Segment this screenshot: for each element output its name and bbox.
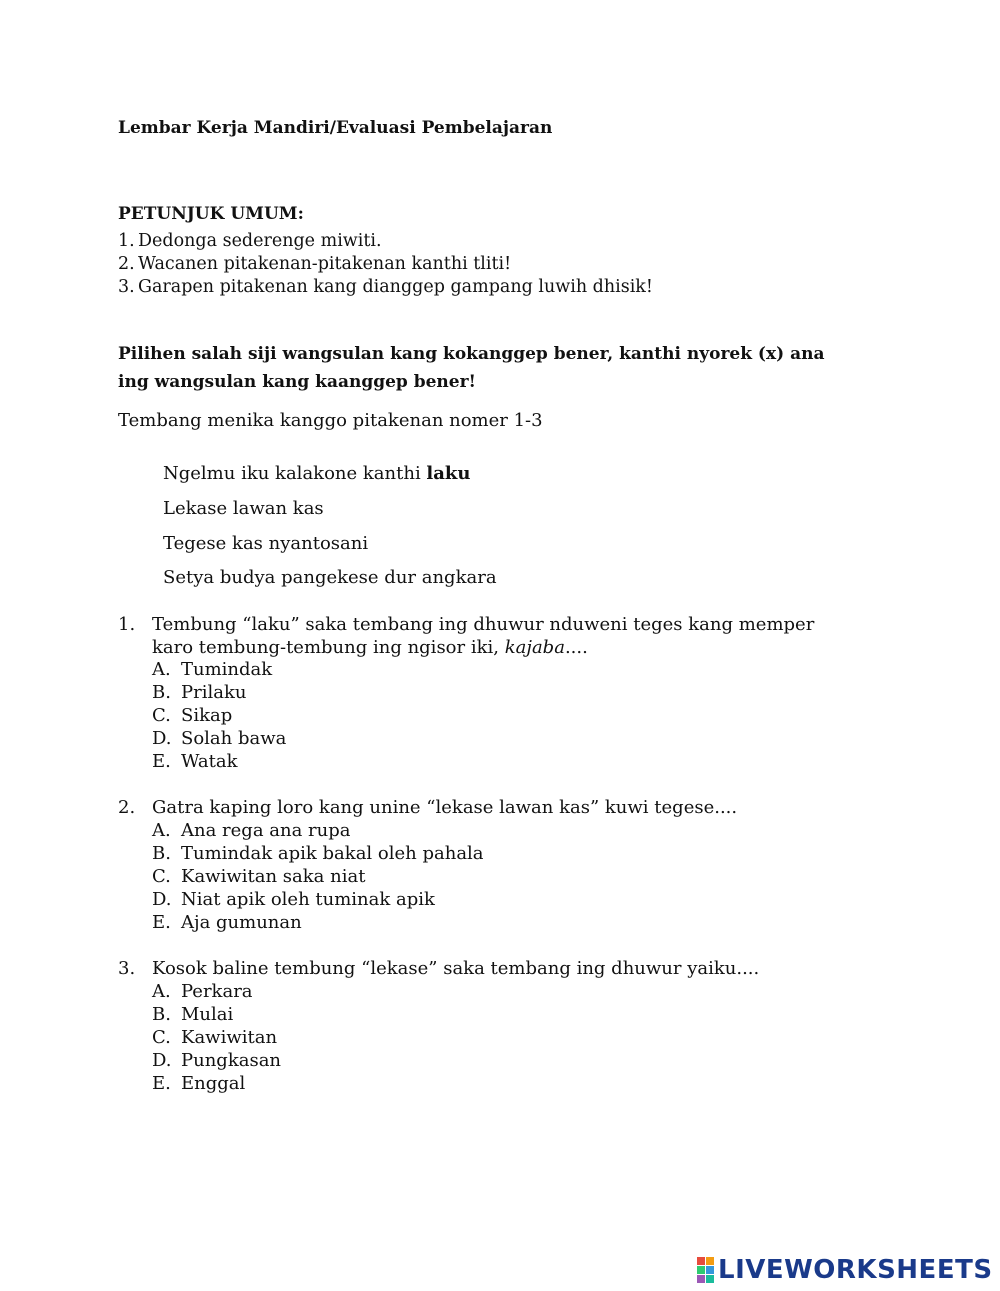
verse-bold-word: laku <box>426 463 471 484</box>
question-number: 1. <box>118 614 136 635</box>
question-3 <box>118 957 878 980</box>
option-text: Enggal <box>181 1073 246 1094</box>
instruction-text: Dedonga sederenge miwiti. <box>138 231 382 251</box>
option-letter: C. <box>152 705 171 726</box>
option-letter: C. <box>152 866 171 887</box>
question-text: .... <box>564 637 588 658</box>
instruction-number: 3. <box>118 277 135 297</box>
answer-option[interactable] <box>152 1072 245 1095</box>
answer-option[interactable] <box>152 658 272 681</box>
question-text: Kosok baline tembung “lekase” saka tembang ing dhuwur yaiku.... <box>152 958 760 979</box>
answer-option[interactable] <box>152 1049 281 1072</box>
option-text: Kawiwitan <box>181 1027 278 1048</box>
option-letter: A. <box>152 659 171 680</box>
directive-line: ing wangsulan kang kaanggep bener! <box>118 372 477 392</box>
option-text: Pungkasan <box>181 1050 282 1071</box>
option-text: Mulai <box>181 1004 234 1025</box>
option-letter: D. <box>152 1050 172 1071</box>
option-text: Aja gumunan <box>181 912 302 933</box>
answer-option[interactable] <box>152 865 365 888</box>
verse-text: Ngelmu iku kalakone kanthi <box>163 463 427 484</box>
option-text: Prilaku <box>181 682 247 703</box>
answer-option[interactable] <box>152 681 246 704</box>
option-letter: E. <box>152 1073 171 1094</box>
option-letter: E. <box>152 751 171 772</box>
instruction-number: 1. <box>118 231 135 251</box>
instruction-item <box>118 253 511 275</box>
question-1 <box>118 613 878 659</box>
answer-option[interactable] <box>152 842 484 865</box>
option-letter: B. <box>152 843 171 864</box>
instruction-text: Garapen pitakenan kang dianggep gampang luwih dhisik! <box>138 277 653 297</box>
answer-option[interactable] <box>152 1026 277 1049</box>
option-letter: E. <box>152 912 171 933</box>
question-text-line2 <box>152 636 588 659</box>
option-letter: D. <box>152 889 172 910</box>
verse-line: Setya budya pangekese dur angkara <box>163 567 497 588</box>
option-letter: B. <box>152 682 171 703</box>
answer-option[interactable] <box>152 980 253 1003</box>
answer-option[interactable] <box>152 704 232 727</box>
instruction-item <box>118 230 382 252</box>
option-letter: A. <box>152 820 171 841</box>
question-number: 2. <box>118 797 136 818</box>
answer-option[interactable] <box>152 911 302 934</box>
liveworksheets-logo <box>697 1255 993 1285</box>
worksheet-title: Lembar Kerja Mandiri/Evaluasi Pembelajaran <box>118 118 553 138</box>
answer-option[interactable] <box>152 727 286 750</box>
liveworksheets-mark-icon <box>697 1257 714 1283</box>
verse-line <box>163 463 470 484</box>
option-text: Perkara <box>181 981 253 1002</box>
instruction-number: 2. <box>118 254 135 274</box>
option-text: Watak <box>181 751 238 772</box>
option-text: Kawiwitan saka niat <box>181 866 366 887</box>
answer-option[interactable] <box>152 750 238 773</box>
option-text: Tumindak apik bakal oleh pahala <box>181 843 484 864</box>
directive-text <box>118 340 888 396</box>
instructions-heading: PETUNJUK UMUM: <box>118 204 304 224</box>
question-number: 3. <box>118 958 136 979</box>
option-text: Tumindak <box>181 659 273 680</box>
option-text: Ana rega ana rupa <box>181 820 351 841</box>
verse-line: Lekase lawan kas <box>163 498 324 519</box>
option-letter: D. <box>152 728 172 749</box>
answer-option[interactable] <box>152 888 435 911</box>
option-text: Niat apik oleh tuminak apik <box>181 889 435 910</box>
option-letter: A. <box>152 981 171 1002</box>
answer-option[interactable] <box>152 1003 233 1026</box>
question-italic-word: kajaba <box>504 637 565 658</box>
question-2 <box>118 796 878 819</box>
instruction-text: Wacanen pitakenan-pitakenan kanthi tliti! <box>138 254 512 274</box>
passage-intro: Tembang menika kanggo pitakenan nomer 1-3 <box>118 410 543 431</box>
question-text: Gatra kaping loro kang unine “lekase lawan kas” kuwi tegese.... <box>152 797 738 818</box>
option-letter: C. <box>152 1027 171 1048</box>
question-text: Tembung “laku” saka tembang ing dhuwur nduweni teges kang memper <box>152 614 815 635</box>
liveworksheets-wordmark: LIVEWORKSHEETS <box>718 1255 993 1285</box>
option-text: Solah bawa <box>181 728 287 749</box>
verse-line: Tegese kas nyantosani <box>163 533 369 554</box>
directive-line: Pilihen salah siji wangsulan kang kokanggep bener, kanthi nyorek (x) ana <box>118 344 825 364</box>
option-text: Sikap <box>181 705 233 726</box>
answer-option[interactable] <box>152 819 351 842</box>
question-text: karo tembung-tembung ing ngisor iki, <box>152 637 505 658</box>
instruction-item <box>118 276 653 298</box>
option-letter: B. <box>152 1004 171 1025</box>
